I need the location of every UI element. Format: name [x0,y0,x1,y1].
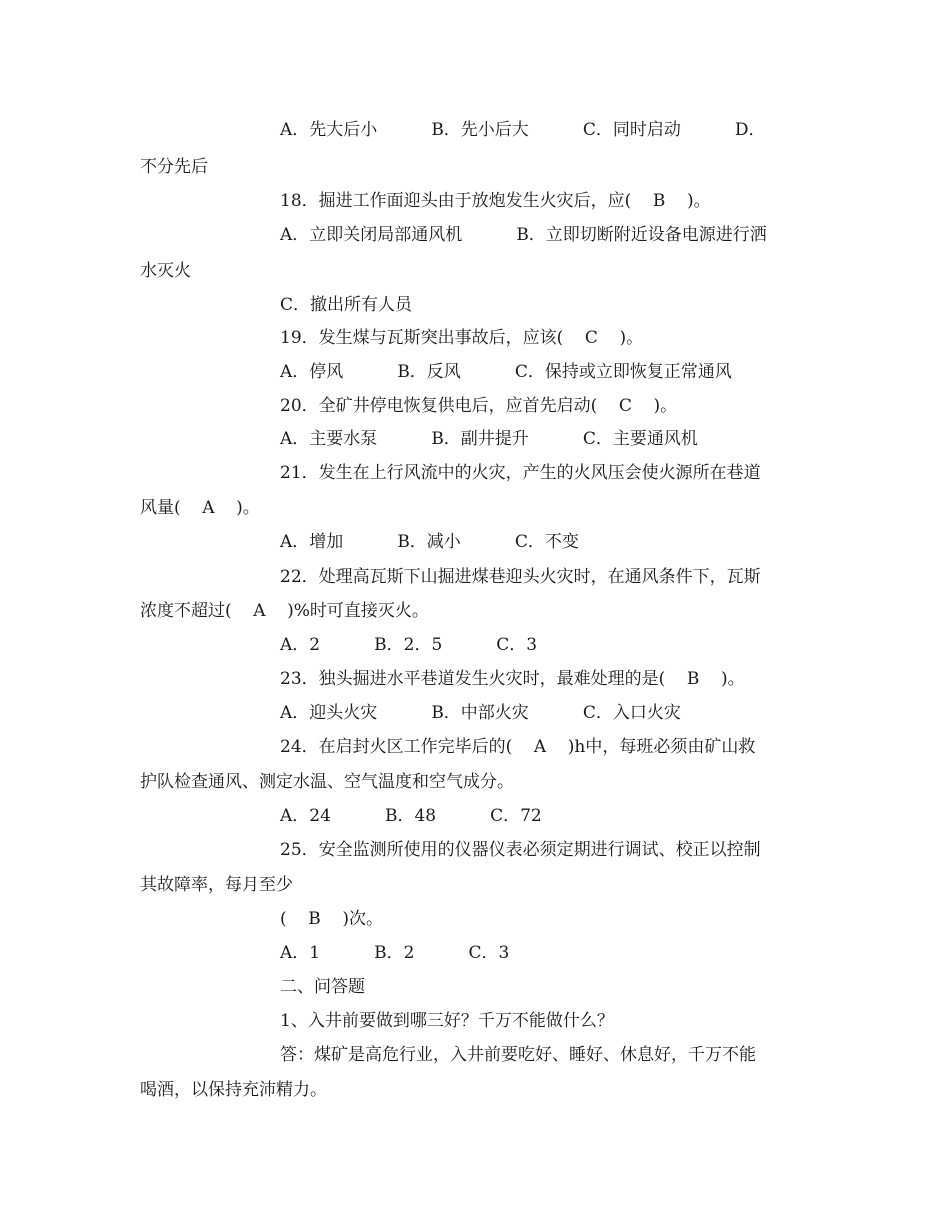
qa-answer-1-continuation: 喝酒，以保持充沛精力。 [140,1080,327,1100]
q19-options: A．停风 B．反风 C．保持或立即恢复正常通风 [280,362,732,382]
q23-options: A．迎头火灾 B．中部火灾 C．入口火灾 [280,703,681,723]
question-25: 25．安全监测所使用的仪器仪表必须定期进行调试、校正以控制 [280,840,761,860]
q18-options-continuation: 水灭火 [140,261,191,281]
qa-question-1: 1、入井前要做到哪三好？千万不能做什么？ [280,1011,614,1031]
question-21: 21．发生在上行风流中的火灾，产生的火风压会使火源所在巷道 [280,463,761,483]
q22-options: A．2 B．2．5 C．3 [280,635,538,655]
q20-options: A．主要水泵 B．副井提升 C．主要通风机 [280,429,698,449]
q24-options: A．24 B．48 C．72 [280,806,542,826]
question-19: 19．发生煤与瓦斯突出事故后，应该( C )。 [280,328,644,348]
q25-options: A．1 B．2 C．3 [280,943,510,963]
question-25-continuation: 其故障率，每月至少 [140,875,293,895]
question-23: 23．独头掘进水平巷道发生火灾时，最难处理的是( B )。 [280,669,745,689]
q18-options-line: A．立即关闭局部通风机 B．立即切断附近设备电源进行洒 [280,225,767,245]
q18-option-c: C．撤出所有人员 [280,295,413,315]
question-18: 18．掘进工作面迎头由于放炮发生火灾后，应( B )。 [280,191,711,211]
question-22: 22．处理高瓦斯下山掘进煤巷迎头火灾时，在通风条件下，瓦斯 [280,567,761,587]
question-22-continuation: 浓度不超过( A )%时可直接灭火。 [140,601,429,621]
question-20: 20．全矿井停电恢复供电后，应首先启动( C )。 [280,396,678,416]
question-21-continuation: 风量( A )。 [140,498,260,518]
question-24: 24．在启封火区工作完毕后的( A )h中，每班必须由矿山救 [280,737,756,757]
q21-options: A．增加 B．减小 C．不变 [280,532,579,552]
q17-options-continuation: 不分先后 [140,157,208,177]
question-25-answer-blank: ( B )次。 [280,909,383,929]
qa-answer-1: 答：煤矿是高危行业，入井前要吃好、睡好、休息好，千万不能 [280,1045,756,1065]
question-24-continuation: 护队检查通风、测定水温、空气温度和空气成分。 [140,772,514,792]
q17-options-line: A．先大后小 B．先小后大 C．同时启动 D． [280,120,766,140]
section-heading-qa: 二、问答题 [280,977,365,997]
